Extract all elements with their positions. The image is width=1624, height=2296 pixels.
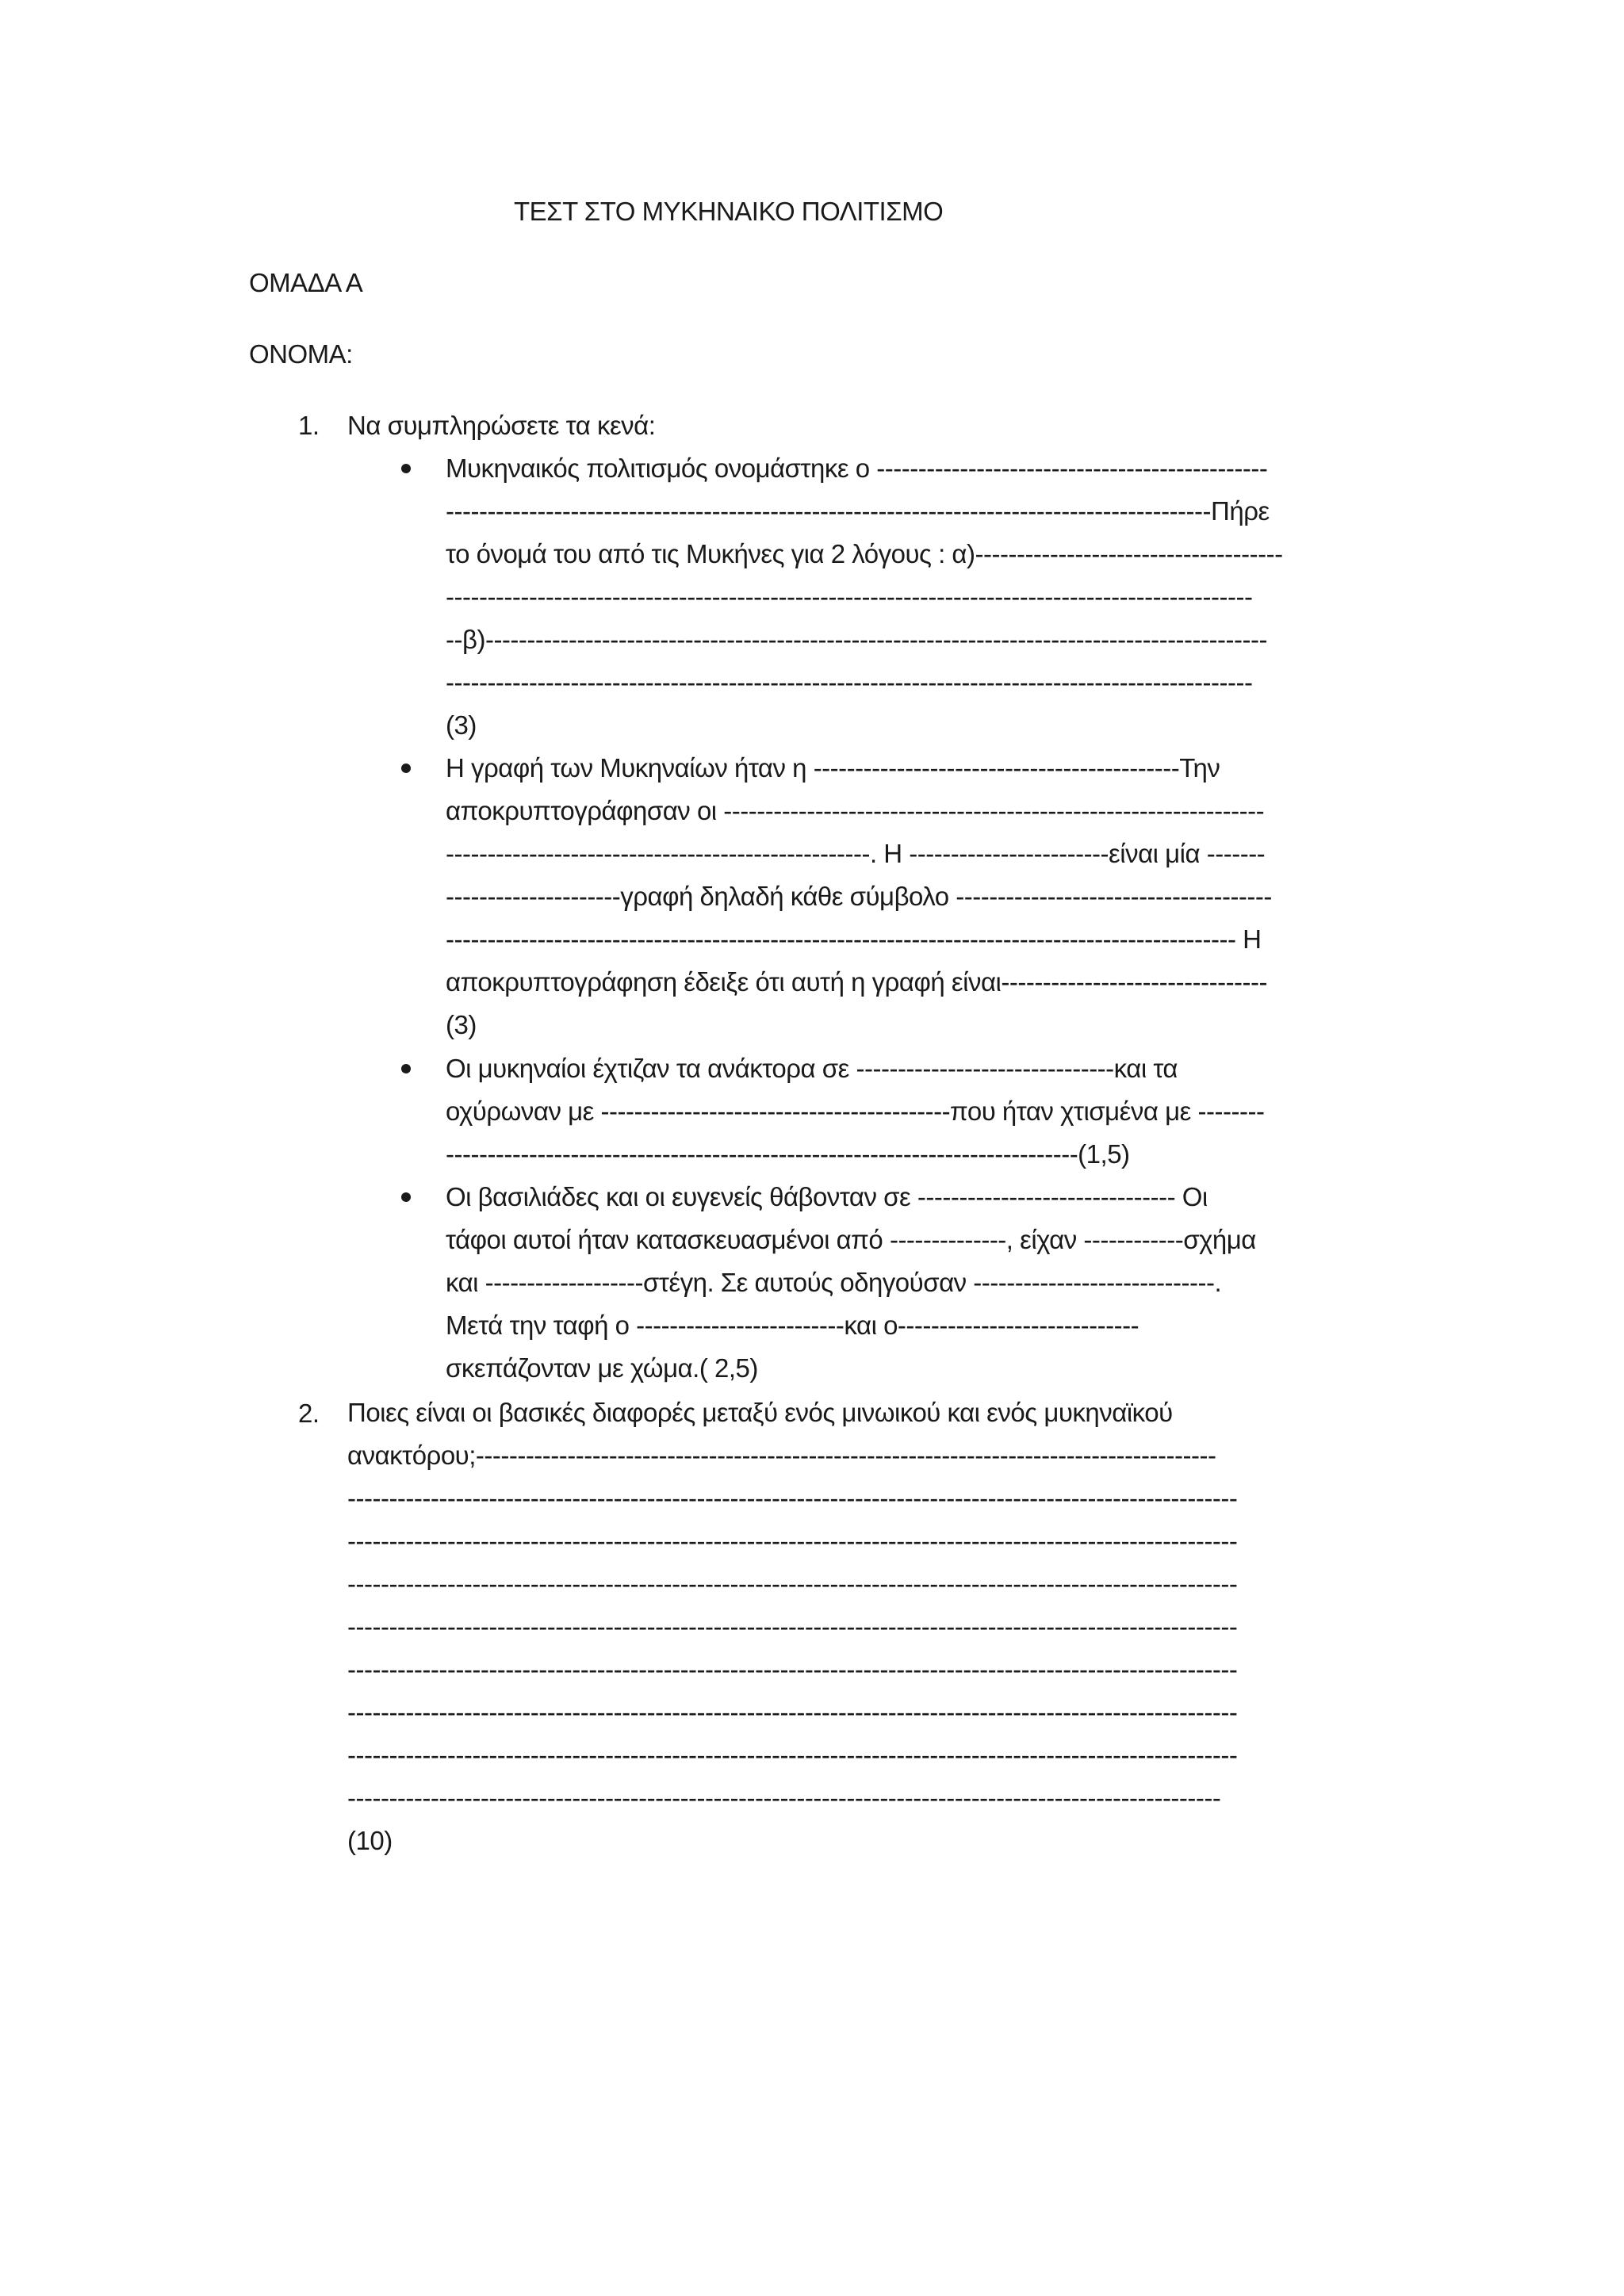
answer-line: ----------------------------------------------------------------------------------------------------------- xyxy=(347,1740,1238,1770)
question-2-text: Ποιες είναι οι βασικές διαφορές μεταξύ ενός μινωικού και ενός μυκηναϊκού xyxy=(347,1398,1173,1427)
bullet-1-line: ------------------------------------------------------------------------------------------------- xyxy=(446,668,1253,697)
bullet-1-line: ------------------------------------------------------------------------------------------------- xyxy=(446,582,1253,611)
bullet-2-points: (3) xyxy=(446,1010,477,1039)
bullet-2-line: αποκρυπτογράφησαν οι ----------------------------------------------------------------- xyxy=(446,796,1265,825)
bullet-1-icon xyxy=(401,464,411,473)
bullet-2-line: ----------------------------------------------------------------------------------------------- Η xyxy=(446,924,1262,954)
bullet-4-line: και -------------------στέγη. Σε αυτούς οδηγούσαν -----------------------------. xyxy=(446,1268,1222,1297)
bullet-1-line: --------------------------------------------------------------------------------------------Πήρε xyxy=(446,496,1270,526)
bullet-4-points: σκεπάζονταν με χώμα.( 2,5) xyxy=(446,1353,758,1383)
answer-line: ----------------------------------------------------------------------------------------------------------- xyxy=(347,1526,1238,1556)
bullet-4-line: τάφοι αυτοί ήταν κατασκευασμένοι από --------------, είχαν ------------σχήμα xyxy=(446,1225,1256,1254)
bullet-2-line: ---------------------γραφή δηλαδή κάθε σύμβολο -------------------------------------- xyxy=(446,882,1272,911)
answer-line: ----------------------------------------------------------------------------------------------------------- xyxy=(347,1655,1238,1684)
bullet-2-line: ---------------------------------------------------. Η ------------------------είναι μία ------- xyxy=(446,839,1266,868)
name-label: ΟΝΟΜΑ: xyxy=(249,339,353,369)
question-2-number: 2. xyxy=(298,1399,320,1428)
group-label: ΟΜΑΔΑ Α xyxy=(249,268,363,297)
answer-line: --------------------------------------------------------------------------------------------------------- xyxy=(347,1783,1221,1812)
question-2-points: (10) xyxy=(347,1826,393,1855)
bullet-3-line: οχύρωναν με ------------------------------------------που ήταν χτισμένα με -------- xyxy=(446,1096,1265,1126)
bullet-3-icon xyxy=(401,1064,411,1073)
bullet-1-points: (3) xyxy=(446,710,477,740)
bullet-3-line: Οι μυκηναίοι έχτιζαν τα ανάκτορα σε -------------------------------και τα xyxy=(446,1054,1178,1083)
question-1-number: 1. xyxy=(298,411,320,440)
answer-line: ανακτόρου;----------------------------------------------------------------------------------------- xyxy=(347,1441,1216,1470)
answer-line: ----------------------------------------------------------------------------------------------------------- xyxy=(347,1569,1238,1598)
bullet-4-line: Μετά την ταφή ο -------------------------και ο----------------------------- xyxy=(446,1311,1139,1340)
bullet-1-line: --β)---------------------------------------------------------------------------------------------- xyxy=(446,625,1267,654)
bullet-3-line: ----------------------------------------------------------------------------(1,5) xyxy=(446,1139,1130,1169)
question-1-text: Να συμπληρώσετε τα κενά: xyxy=(347,411,656,440)
bullet-2-line: Η γραφή των Μυκηναίων ήταν η --------------------------------------------Την xyxy=(446,753,1220,783)
bullet-2-icon xyxy=(401,763,411,773)
answer-line: ----------------------------------------------------------------------------------------------------------- xyxy=(347,1483,1238,1513)
answer-line: ----------------------------------------------------------------------------------------------------------- xyxy=(347,1697,1238,1727)
answer-line: ----------------------------------------------------------------------------------------------------------- xyxy=(347,1612,1238,1641)
bullet-2-line: αποκρυπτογράφηση έδειξε ότι αυτή η γραφή είναι-------------------------------- xyxy=(446,967,1268,997)
bullet-1-line: Μυκηναικός πολιτισμός ονομάστηκε ο ----------------------------------------------- xyxy=(446,453,1268,483)
bullet-4-line: Οι βασιλιάδες και οι ευγενείς θάβονταν σε ------------------------------- Οι xyxy=(446,1182,1208,1211)
bullet-1-line: το όνομά του από τις Μυκήνες για 2 λόγους : α)------------------------------------- xyxy=(446,539,1283,568)
page-title: ΤΕΣΤ ΣΤΟ ΜΥΚΗΝΑΙΚΟ ΠΟΛΙΤΙΣΜΟ xyxy=(514,197,944,226)
bullet-4-icon xyxy=(401,1192,411,1202)
